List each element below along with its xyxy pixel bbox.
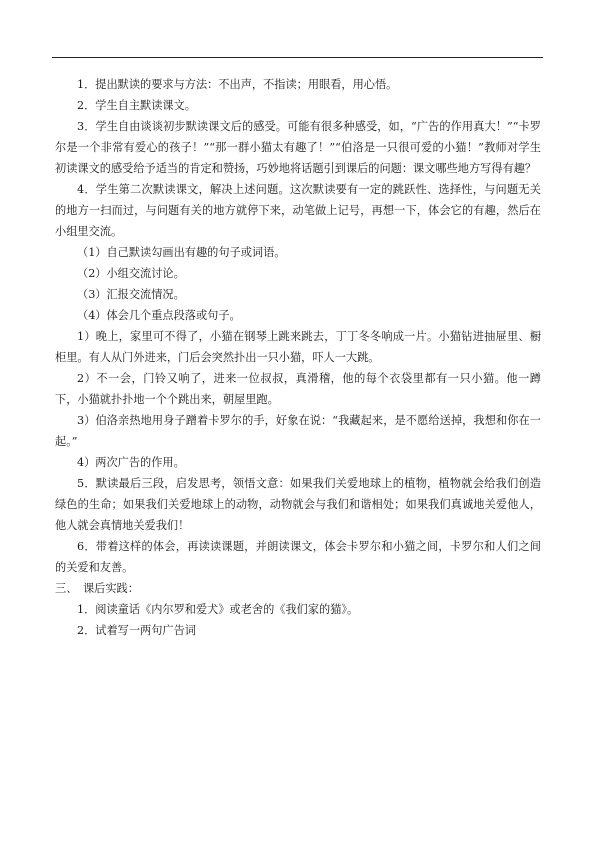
paragraph: 1）晚上，家里可不得了，小猫在钢琴上跳来跳去，丁丁冬冬响成一片。小猫钻进抽屉里、橱柜里。有人从门外进来，门后会突然扑出一只小猫，吓人一大跳。	[55, 330, 541, 364]
paragraph: （1）自己默读勾画出有趣的句子或词语。	[77, 246, 286, 259]
section-heading: 三、 课后实践：	[55, 582, 139, 595]
paragraph: （2）小组交流讨论。	[77, 267, 185, 280]
paragraph: 1．阅读童话《内尔罗和爱犬》或老舍的《我们家的猫》。	[77, 603, 359, 616]
document-body	[55, 74, 541, 641]
paragraph: 1．提出默读的要求与方法：不出声，不指读；用眼看，用心悟。	[77, 78, 398, 91]
paragraph: 3．学生自由谈谈初步默读课文后的感受。可能有很多种感受，如，“广告的作用真大！”“卡罗尔是一个非常有爱心的孩子！”“那一群小猫太有趣了！”“伯洛是一只很可爱的小猫！”教师对学生初读课文的感受给予适当的肯定和赞扬，巧妙地将话题引到课后的问题：课文哪些地方写得有趣？	[55, 120, 541, 175]
paragraph: 4．学生第二次默读课文，解决上述问题。这次默读要有一定的跳跃性、选择性，与问题无关的地方一扫而过，与问题有关的地方就停下来，动笔做上记号，再想一下，体会它的有趣，然后在小组里交流。	[55, 183, 541, 238]
paragraph: 5．默读最后三段，启发思考，领悟文意：如果我们关爱地球上的植物，植物就会给我们创造绿色的生命；如果我们关爱地球上的动物，动物就会与我们和谐相处；如果我们真诚地关爱他人，他人就会真情地关爱我们！	[55, 477, 541, 532]
paragraph: （4）体会几个重点段落或句子。	[77, 309, 241, 322]
paragraph: 2．学生自主默读课文。	[77, 99, 196, 112]
paragraph: 4）两次广告的作用。	[77, 456, 185, 469]
header-rule	[52, 57, 543, 58]
paragraph: 2）不一会，门铃又响了，进来一位叔叔，真滑稽，他的每个衣袋里都有一只小猫。他一蹲下，小猫就扑扑地一个个跳出来，朝屋里跑。	[55, 372, 541, 406]
paragraph: 3）伯洛亲热地用身子蹭着卡罗尔的手，好象在说：“我藏起来，是不愿给送掉，我想和你在一起。”	[55, 414, 541, 448]
paragraph: （3）汇报交流情况。	[77, 288, 185, 301]
paragraph: 6．带着这样的体会，再读读课题，并朗读课文，体会卡罗尔和小猫之间，卡罗尔和人们之间的关爱和友善。	[55, 540, 541, 574]
paragraph: 2．试着写一两句广告词	[77, 624, 196, 637]
